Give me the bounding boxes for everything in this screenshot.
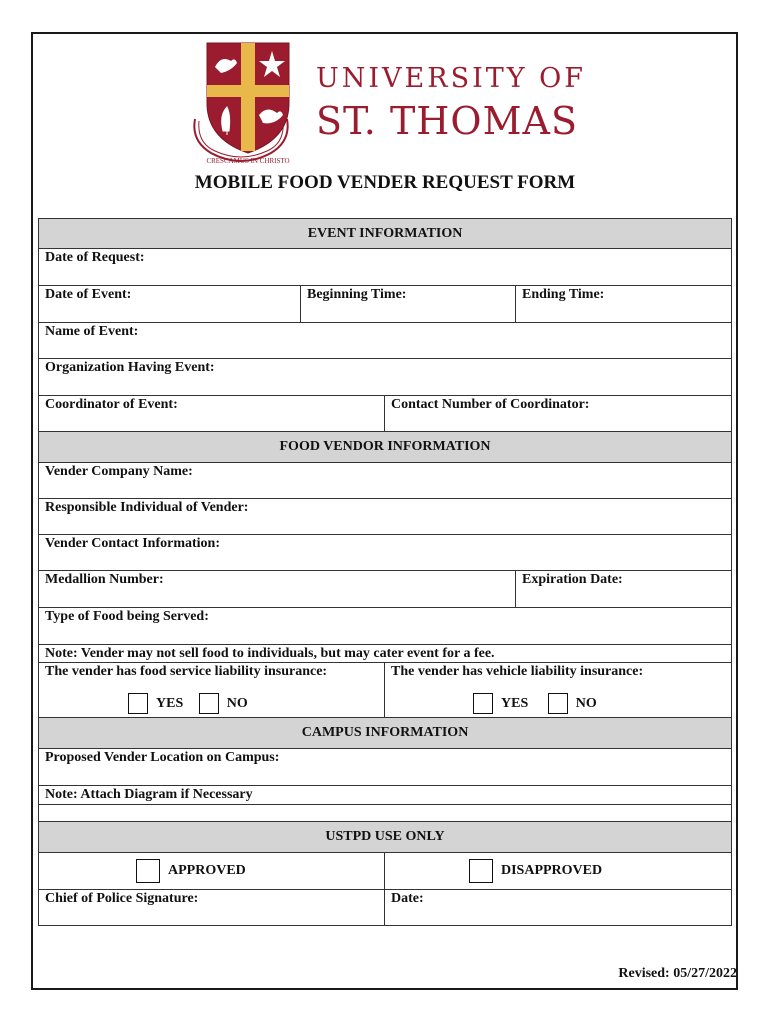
field-beginning-time[interactable]: Beginning Time: [301,286,516,323]
field-contact-number[interactable]: Contact Number of Coordinator: [385,396,732,432]
field-responsible-individual[interactable]: Responsible Individual of Vender: [39,499,732,535]
vehicle-insurance-yes-label: YES [501,695,529,711]
field-expiration-date[interactable]: Expiration Date: [516,571,732,608]
approved-checkbox[interactable] [136,859,160,883]
field-vender-contact-info[interactable]: Vender Contact Information: [39,535,732,571]
campus-note: Note: Attach Diagram if Necessary [39,786,732,805]
field-proposed-location[interactable]: Proposed Vender Location on Campus: [39,749,732,786]
vehicle-insurance-label: The vender has vehicle liability insurance: [391,664,644,679]
field-date-of-event[interactable]: Date of Event: [39,286,301,323]
food-insurance-yes-label: YES [156,695,184,711]
field-chief-signature[interactable]: Chief of Police Signature: [39,890,385,926]
section-header-event: EVENT INFORMATION [39,219,732,249]
section-header-campus: CAMPUS INFORMATION [39,718,732,749]
disapproved-label: DISAPPROVED [501,863,603,878]
food-insurance-no-checkbox[interactable] [199,693,219,714]
food-insurance-no-label: NO [226,695,248,711]
university-name-line2: ST. THOMAS [316,99,578,143]
field-organization[interactable]: Organization Having Event: [39,359,732,396]
seal-motto: CRESCAMUS IN CHRISTO [206,157,290,165]
vehicle-insurance-no-checkbox[interactable] [548,693,568,714]
field-coordinator[interactable]: Coordinator of Event: [39,396,385,432]
request-form-table [38,218,732,926]
approved-cell [39,853,385,890]
disapproved-cell [385,853,732,890]
revised-date: Revised: 05/27/2022 [618,966,737,981]
food-insurance-options [39,693,384,714]
vehicle-insurance-yes-checkbox[interactable] [473,693,493,714]
field-name-of-event[interactable]: Name of Event: [39,323,732,359]
field-type-of-food[interactable]: Type of Food being Served: [39,608,732,645]
field-medallion-number[interactable]: Medallion Number: [39,571,516,608]
vendor-note: Note: Vender may not sell food to individuals, but may cater event for a fee. [45,646,495,661]
form-title: MOBILE FOOD VENDER REQUEST FORM [194,172,576,193]
approved-label: APPROVED [168,863,246,878]
field-vender-company-name[interactable]: Vender Company Name: [39,463,732,499]
food-insurance-label: The vender has food service liability insurance: [45,664,328,679]
field-approval-date[interactable]: Date: [385,890,732,926]
food-insurance-yes-checkbox[interactable] [128,693,148,714]
field-date-of-request[interactable]: Date of Request: [39,249,732,286]
disapproved-checkbox[interactable] [469,859,493,883]
vehicle-insurance-options [385,693,731,714]
field-ending-time[interactable]: Ending Time: [516,286,732,323]
university-name-line1: UNIVERSITY OF [316,63,587,94]
diagram-spacer-row [39,805,732,822]
section-header-vendor: FOOD VENDOR INFORMATION [39,432,732,463]
section-header-ustpd: USTPD USE ONLY [39,822,732,853]
vehicle-insurance-no-label: NO [575,695,597,711]
